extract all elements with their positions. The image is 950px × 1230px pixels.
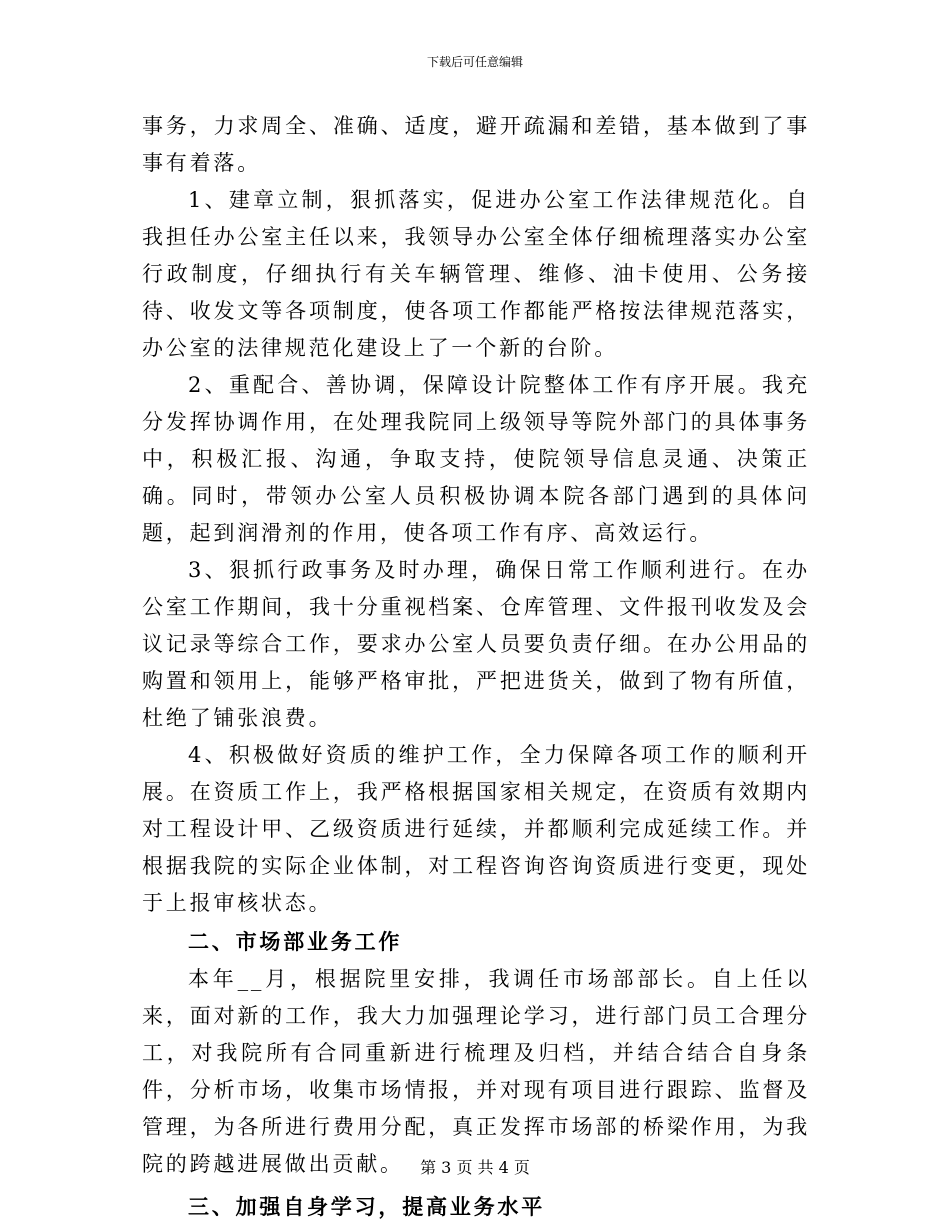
paragraph-item-4: 4、积极做好资质的维护工作，全力保障各项工作的顺利开展。在资质工作上，我严格根据国家相关规定，在资质有效期内对工程设计甲、乙级资质进行延续，并都顺利完成延续工作。并根据我院的实际企业体制，对工程咨询咨询资质进行变更，现处于上报审核状态。 (142, 743, 810, 915)
page-footer: 第 3 页 共 4 页 (420, 1158, 530, 1177)
page-header: 下载后可任意编辑 (426, 55, 523, 69)
paragraph-market: 本年__月，根据院里安排，我调任市场部部长。自上任以来，面对新的工作，我大力加强理论学习，进行部门员工合理分工，对我院所有合同重新进行梳理及归档，并结合结合自身条件，分析市场，收集市场情报，并对现有项目进行跟踪、监督及管理，为各所进行费用分配，真正发挥市场部的桥梁作用，为我院的跨越进展做出贡献。 (142, 967, 810, 1176)
section-heading-study: 三、加强自身学习，提高业务水平 (188, 1194, 545, 1219)
paragraph-item-3: 3、狠抓行政事务及时办理，确保日常工作顺利进行。在办公室工作期间，我十分重视档案、仓库管理、文件报刊收发及会议记录等综合工作，要求办公室人员要负责仔细。在办公用品的购置和领用上，能够严格审批，严把进货关，做到了物有所值，杜绝了铺张浪费。 (142, 558, 810, 730)
paragraph-item-1: 1、建章立制，狠抓落实，促进办公室工作法律规范化。自我担任办公室主任以来，我领导办公室全体仔细梳理落实办公室行政制度，仔细执行有关车辆管理、维修、油卡使用、公务接待、收发文等各项制度，使各项工作都能严格按法律规范落实，办公室的法律规范化建设上了一个新的台阶。 (142, 188, 810, 360)
section-heading-market: 二、市场部业务工作 (188, 929, 403, 954)
paragraph-item-2: 2、重配合、善协调，保障设计院整体工作有序开展。我充分发挥协调作用，在处理我院同上级领导等院外部门的具体事务中，积极汇报、沟通，争取支持，使院领导信息灵通、决策正确。同时，带领办公室人员积极协调本院各部门遇到的具体问题，起到润滑剂的作用，使各项工作有序、高效运行。 (142, 373, 810, 545)
paragraph-continuation: 事务，力求周全、准确、适度，避开疏漏和差错，基本做到了事事有着落。 (142, 114, 810, 175)
document-body (142, 108, 810, 1226)
